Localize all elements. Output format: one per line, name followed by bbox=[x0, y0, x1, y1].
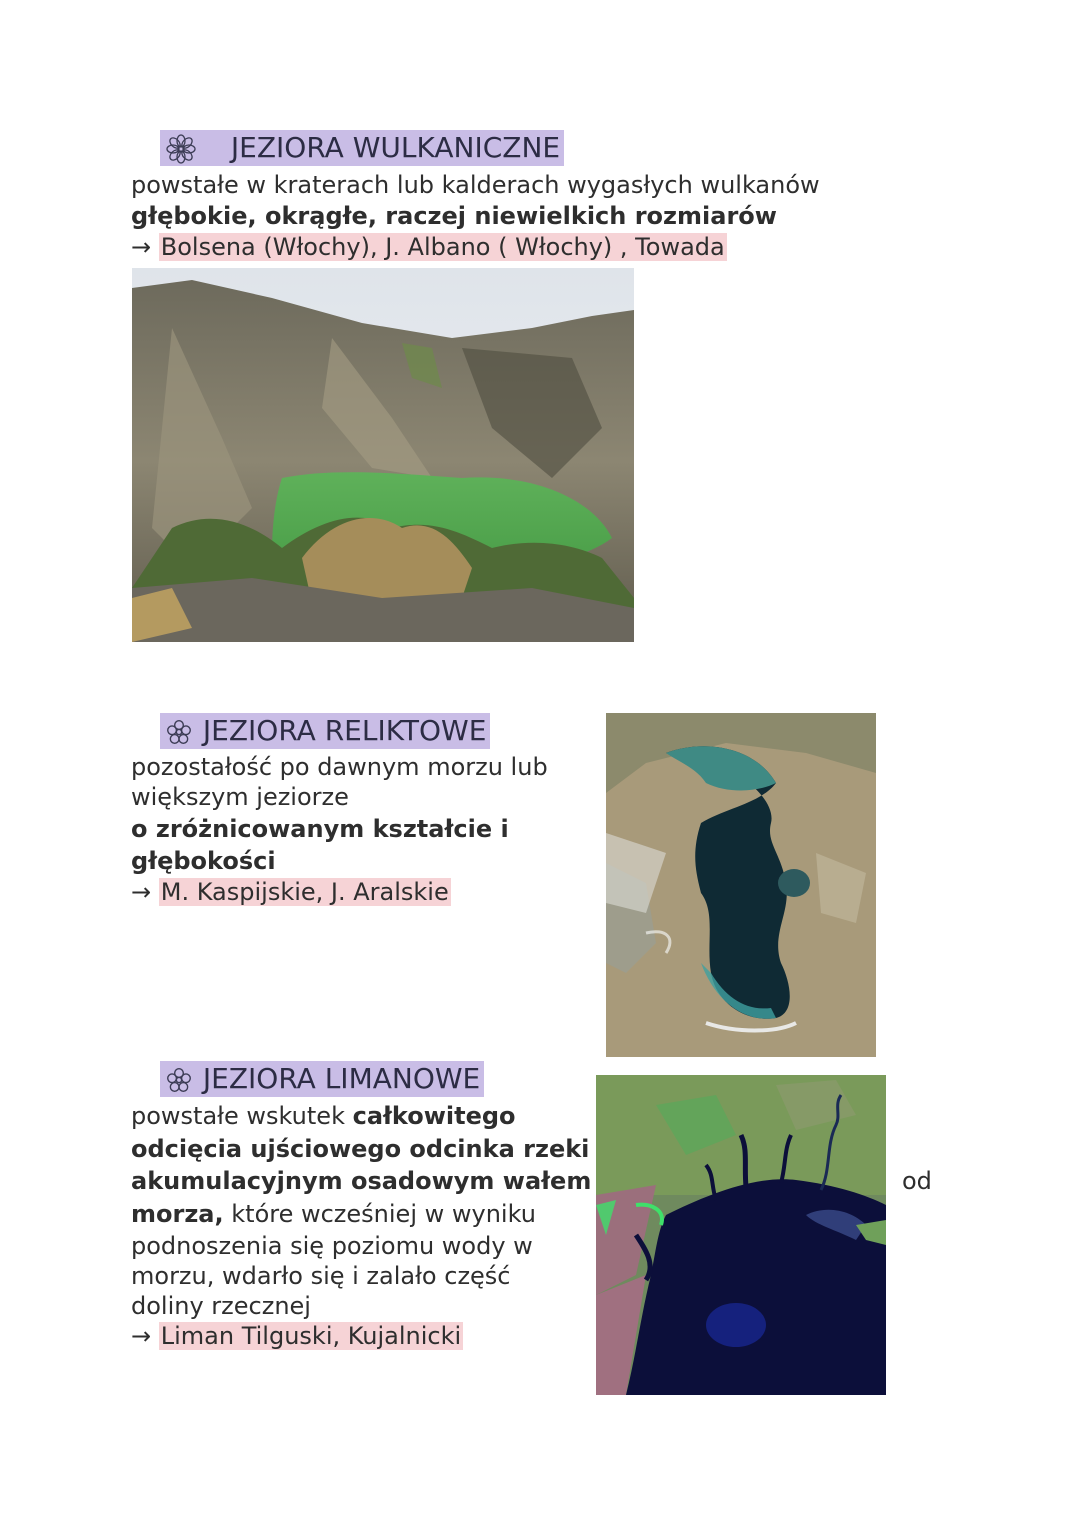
liman-line-7: doliny rzecznej bbox=[131, 1292, 311, 1320]
heading-text: JEZIORA WULKANICZNE bbox=[230, 131, 561, 164]
liman-examples-line bbox=[131, 1321, 463, 1351]
liman-line-4 bbox=[131, 1199, 536, 1229]
liman-line-6: morzu, wdarło się i zalało część bbox=[131, 1262, 511, 1290]
volcanic-features: głębokie, okrągłe, raczej niewielkich rozmiarów bbox=[131, 202, 777, 230]
section-relict-heading bbox=[160, 713, 490, 749]
liman-line-4-regular: które wcześniej w wyniku bbox=[223, 1200, 536, 1228]
liman-line-5: podnoszenia się poziomu wody w bbox=[131, 1232, 533, 1260]
relict-features-line-1: o zróżnicowanym kształcie i bbox=[131, 815, 509, 843]
volcanic-examples: Bolsena (Włochy), J. Albano ( Włochy) , Towada bbox=[160, 233, 725, 261]
liman-examples: Liman Tilguski, Kujalnicki bbox=[160, 1322, 462, 1350]
relict-examples-line bbox=[131, 877, 451, 907]
liman-line-4-bold: morza, bbox=[131, 1200, 224, 1228]
volcanic-description: powstałe w kraterach lub kalderach wygasłych wulkanów bbox=[131, 171, 820, 199]
relict-description-line-2: większym jeziorze bbox=[131, 783, 349, 811]
liman-satellite-image bbox=[596, 1075, 886, 1395]
liman-line-2: odcięcia ujściowego odcinka rzeki bbox=[131, 1135, 590, 1163]
liman-line-3-tail: od bbox=[902, 1167, 932, 1195]
caspian-sea-satellite-image bbox=[606, 713, 876, 1057]
relict-features-line-2: głębokości bbox=[131, 847, 276, 875]
liman-line-3: akumulacyjnym osadowym wałem bbox=[131, 1167, 592, 1195]
section-volcanic-heading bbox=[160, 130, 564, 166]
flower-icon bbox=[166, 719, 192, 745]
relict-examples: M. Kaspijskie, J. Aralskie bbox=[160, 878, 449, 906]
arrow-icon: → bbox=[131, 233, 152, 261]
flower-icon bbox=[166, 1067, 192, 1093]
section-liman-heading bbox=[160, 1061, 484, 1097]
arrow-icon: → bbox=[131, 878, 152, 906]
crater-lake-photo bbox=[132, 268, 634, 642]
liman-line-1 bbox=[131, 1101, 516, 1131]
liman-line-1-regular: powstałe wskutek bbox=[131, 1102, 353, 1130]
flower-icon bbox=[166, 134, 196, 164]
volcanic-examples-line bbox=[131, 232, 727, 262]
heading-text: JEZIORA RELIKTOWE bbox=[202, 714, 487, 747]
relict-description-line-1: pozostałość po dawnym morzu lub bbox=[131, 753, 548, 781]
liman-line-1-bold: całkowitego bbox=[352, 1102, 516, 1130]
arrow-icon: → bbox=[131, 1322, 152, 1350]
heading-text: JEZIORA LIMANOWE bbox=[202, 1062, 481, 1095]
